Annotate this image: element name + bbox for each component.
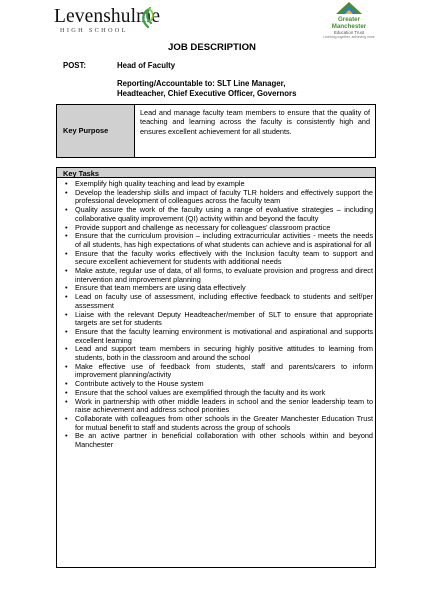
bullet-icon: • [65, 344, 68, 354]
task-text: Make astute, regular use of data, of all forms, to evaluate provision and progress and direct intervention and improvement planning [75, 266, 373, 284]
reporting-line-1: Reporting/Accountable to: SLT Line Manager, [117, 79, 286, 88]
key-tasks-list [61, 180, 373, 450]
bullet-icon: • [65, 413, 68, 423]
task-text: Quality assure the work of the faculty using a range of evaluative strategies – including collaborative quality improvement (QI) activity within and beyond the faculty [75, 205, 373, 223]
task-text: Ensure that the faculty learning environment is motivational and aspirational and supports excellent learning [75, 326, 373, 345]
bullet-icon: • [65, 309, 68, 319]
bullet-icon: • [65, 396, 68, 406]
school-logo [54, 7, 164, 37]
task-text: Make effective use of feedback from students, staff and parents/carers to inform improvement planning/activity [75, 361, 373, 380]
post-value: Head of Faculty [117, 61, 176, 70]
bullet-icon: • [65, 326, 68, 336]
trust-logo-line2: Manchester [331, 23, 367, 30]
task-text: Collaborate with colleagues from other schools in the Greater Manchester Education Trust for mutual benefit to staff and students across the group of schools [75, 413, 373, 432]
task-text: Lead on faculty use of assessment, including effective feedback to students and self/per assessment [75, 292, 373, 310]
task-item [61, 345, 373, 362]
task-text: Work in partnership with other middle leaders in school and the senior leadership team to raise achievement and address school priorities [75, 396, 373, 415]
task-item [61, 415, 373, 432]
task-text: Contribute actively to the House system [75, 379, 204, 389]
bullet-icon: • [65, 205, 68, 215]
key-purpose-text: Lead and manage faculty team members to ensure that the quality of teaching and learning across the faculty is consistently high and ensures excellent achievement for all students. [140, 108, 370, 136]
task-item [61, 267, 373, 284]
post-label: POST: [63, 61, 86, 70]
trust-logo [318, 1, 380, 39]
key-tasks-table [56, 167, 376, 568]
trust-logo-line3: Education Trust [333, 30, 365, 35]
bullet-icon: • [65, 231, 68, 241]
school-logo-subtitle: HIGH SCHOOL [60, 27, 128, 34]
bullet-icon: • [65, 266, 68, 276]
leaf-swirl-icon [139, 7, 157, 29]
task-text: Be an active partner in beneficial collaboration with other schools within and beyond Manchester [75, 431, 373, 450]
key-tasks-header [57, 168, 375, 178]
bullet-icon: • [65, 292, 68, 302]
task-text: Ensure that the faculty works effectively with the Inclusion faculty team to support and secure excellent achievement for students with additional needs [75, 248, 373, 267]
trust-emblem-icon [332, 1, 366, 16]
bullet-icon: • [65, 179, 68, 188]
bullet-icon: • [65, 187, 68, 197]
bullet-icon: • [65, 248, 68, 258]
key-purpose-label: Key Purpose [63, 126, 109, 135]
task-item [61, 232, 373, 249]
trust-logo-line1: Greater [337, 16, 360, 23]
task-text: Ensure that team members are using data effectively [75, 283, 246, 293]
task-item [61, 189, 373, 206]
bullet-icon: • [65, 387, 68, 397]
task-item [61, 432, 373, 449]
key-purpose-table [56, 104, 376, 158]
school-logo-name: Levenshulme [54, 6, 161, 27]
task-item [61, 363, 373, 380]
task-item [61, 398, 373, 415]
bullet-icon: • [65, 431, 68, 441]
task-text: Lead and support team members in securing highly positive attitudes to learning from students, both in the classroom and around the school [75, 344, 373, 363]
task-item [61, 206, 373, 223]
task-item [61, 293, 373, 310]
bullet-icon: • [65, 379, 68, 389]
bullet-icon: • [65, 361, 68, 371]
trust-logo-tagline: Learning together, achieving more [323, 35, 375, 39]
task-text: Liaise with the relevant Deputy Headteacher/member of SLT to ensure that appropriate targets are set for students [75, 309, 373, 328]
task-text: Exemplify high quality teaching and lead by example [75, 179, 245, 188]
task-text: Ensure that the curriculum provision – including extracurricular activities - meets the needs of all students, has high expectations of what students can achieve and is aspirational for all [75, 231, 373, 249]
task-text: Ensure that the school values are exemplified through the faculty and its work [75, 387, 326, 397]
task-text: Provide support and challenge as necessary for colleagues’ classroom practice [75, 222, 331, 232]
bullet-icon: • [65, 283, 68, 293]
task-item [61, 311, 373, 328]
key-purpose-label-cell [57, 105, 135, 157]
task-text: Develop the leadership skills and impact of faculty TLR holders and effectively support the professional development of colleagues across the faculty team [75, 187, 373, 206]
bullet-icon: • [65, 222, 68, 232]
reporting-line-2: Headteacher, Chief Executive Officer, Governors [117, 89, 297, 98]
task-item [61, 328, 373, 345]
task-item [61, 250, 373, 267]
page-title: JOB DESCRIPTION [168, 42, 256, 53]
key-tasks-title: Key Tasks [63, 169, 100, 178]
